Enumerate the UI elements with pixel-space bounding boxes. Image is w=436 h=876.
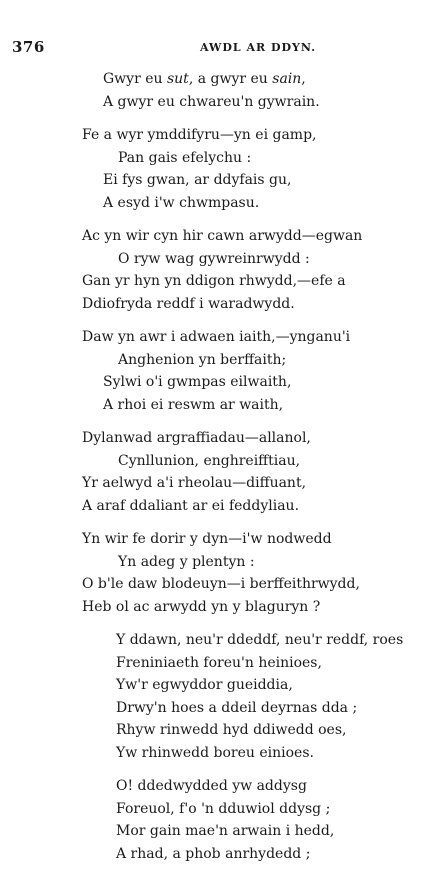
poem-line: Yw rhinwedd boreu einioes.: [116, 744, 314, 761]
poem-line: Cynllunion, enghreifftiau,: [118, 452, 301, 469]
poem-line: Heb ol ac arwydd yn y blaguryn ?: [82, 598, 321, 615]
poem-line: O! ddedwydded yw addysg: [116, 778, 307, 794]
poem-line: Foreuol, f'o 'n dduwiol ddysg ;: [116, 800, 331, 817]
poem-line: Ei fys gwan, ar ddyfais gu,: [103, 172, 292, 188]
poem-line: O b'le daw blodeuyn—i berffeithrwydd,: [82, 576, 360, 592]
poem-line: Pan gais efelychu :: [118, 149, 252, 166]
stanza: [0, 427, 436, 517]
poem-line: Freniniaeth foreu'n heinioes,: [116, 654, 322, 671]
poem-line: Mor gain mae'n arwain i hedd,: [116, 823, 335, 839]
poem-line: Drwy'n hoes a ddeil deyrnas dda ;: [116, 699, 358, 716]
poem-line: Yr aelwyd a'i rheolau—diffuant,: [82, 475, 307, 491]
poem-body: [0, 68, 436, 876]
poem-line: A rhad, a phob anrhydedd ;: [116, 845, 311, 862]
stanza: [0, 528, 436, 618]
poem-line: Anghenion yn berffaith;: [118, 351, 287, 368]
stanza: [0, 68, 436, 113]
poem-line: A rhoi ei reswm ar waith,: [103, 396, 284, 413]
stanza: [0, 326, 436, 416]
poem-line: Rhyw rinwedd hyd ddiwedd oes,: [116, 722, 347, 738]
poem-line: Gwyr eu sut, a gwyr eu sain,: [103, 71, 306, 87]
poem-line: Yn wir fe dorir y dyn—i'w nodwedd: [82, 531, 332, 547]
poem-line: Daw yn awr i adwaen iaith,—ynganu'i: [82, 329, 351, 345]
poem-line: A araf ddaliant ar ei feddyliau.: [82, 497, 300, 514]
poem-line: Ac yn wir cyn hir cawn arwydd—egwan: [82, 228, 363, 244]
poem-line: O ryw wag gywreinrwydd :: [118, 250, 310, 267]
poem-line: Ddiofryda reddf i waradwydd.: [82, 295, 295, 312]
page-number: 376: [12, 38, 45, 56]
stanza: [0, 225, 436, 315]
stanza: [0, 629, 436, 764]
stanza: [0, 124, 436, 214]
poem-line: Yw'r egwyddor gueiddia,: [116, 677, 293, 693]
running-head: AWDL AR DDYN.: [200, 41, 317, 54]
poem-line: Y ddawn, neu'r ddeddf, neu'r reddf, roes: [116, 632, 404, 648]
poem-line: Sylwi o'i gwmpas eilwaith,: [103, 374, 292, 390]
poem-line: Fe a wyr ymddifyru—yn ei gamp,: [82, 127, 317, 143]
poem-line: Dylanwad argraffiadau—allanol,: [82, 430, 311, 446]
poem-line: Yn adeg y plentyn :: [118, 553, 255, 570]
poem-line: A gwyr eu chwareu'n gywrain.: [103, 93, 320, 110]
stanza: [0, 775, 436, 865]
poem-line: A esyd i'w chwmpasu.: [103, 194, 260, 211]
poem-line: Gan yr hyn yn ddigon rhwydd,—efe a: [82, 273, 346, 289]
